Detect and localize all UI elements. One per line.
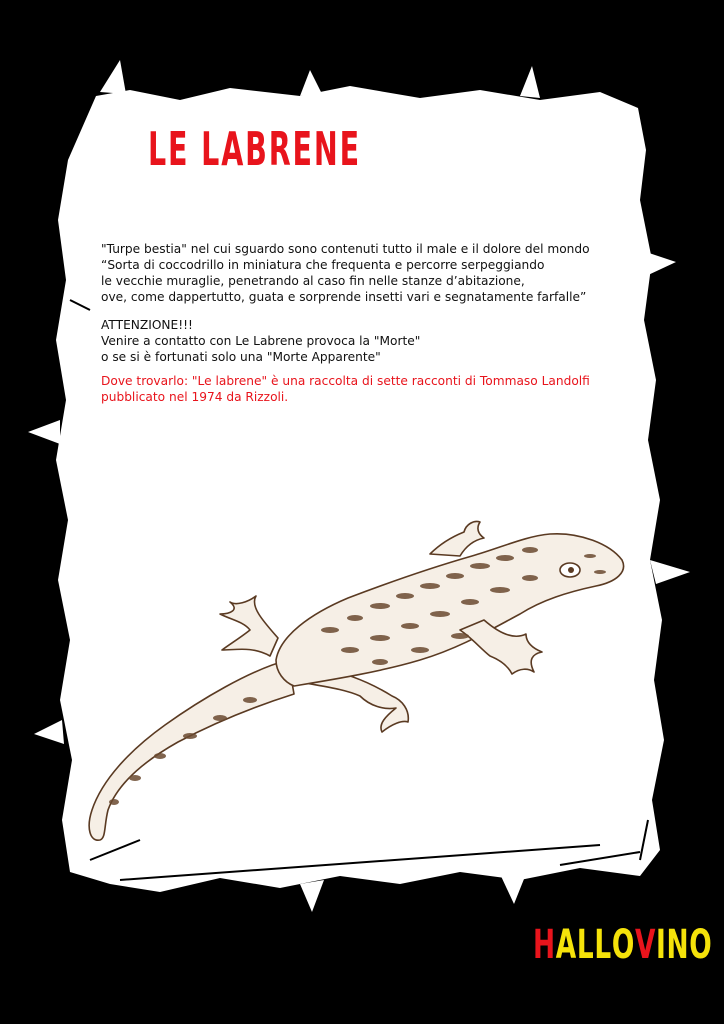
intro-line: le vecchie muraglie, penetrando al caso fin nelle stanze d’abitazione, xyxy=(101,274,525,288)
logo-letter: L xyxy=(576,922,595,968)
logo-letter: I xyxy=(656,922,667,968)
logo-letter: O xyxy=(689,922,713,968)
logo-letter: N xyxy=(666,922,690,968)
where-line: pubblicato nel 1974 da Rizzoli. xyxy=(101,390,289,404)
page-title: LE LABRENE xyxy=(148,122,361,176)
gecko-illustration xyxy=(80,510,630,850)
logo-letter: V xyxy=(634,922,657,968)
warning-line: Venire a contatto con Le Labrene provoca la "Morte" xyxy=(101,334,421,348)
where-to-find-paragraph xyxy=(101,373,590,405)
intro-paragraph xyxy=(101,241,590,305)
warning-line: ATTENZIONE!!! xyxy=(101,318,193,332)
where-line: Dove trovarlo: "Le labrene" è una raccolta di sette racconti di Tommaso Landolfi xyxy=(101,374,590,388)
hallovino-logo xyxy=(533,922,712,968)
logo-letter: H xyxy=(533,922,556,968)
logo-letter: A xyxy=(555,922,577,968)
logo-letter: O xyxy=(611,922,635,968)
warning-line: o se si è fortunati solo una "Morte Apparente" xyxy=(101,350,381,364)
intro-line: "Turpe bestia" nel cui sguardo sono contenuti tutto il male e il dolore del mondo xyxy=(101,242,590,256)
intro-line: ove, come dappertutto, guata e sorprende insetti vari e segnatamente farfalle” xyxy=(101,290,587,304)
logo-letter: L xyxy=(594,922,612,968)
intro-line: “Sorta di coccodrillo in miniatura che frequenta e percorre serpeggiando xyxy=(101,258,545,272)
warning-paragraph xyxy=(101,317,420,365)
